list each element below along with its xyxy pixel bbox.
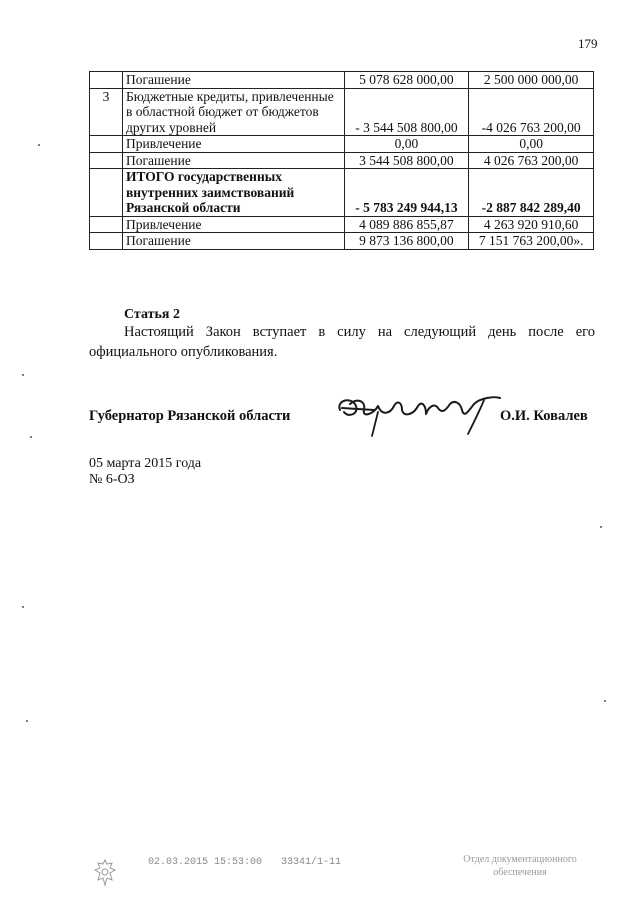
row-name-cell: ИТОГО государственных внутренних заимствований Рязанской области [122, 169, 344, 217]
row-name-cell: Бюджетные кредиты, привлеченные в областной бюджет от бюджетов других уровней [122, 88, 344, 136]
row-name-cell: Привлечение [122, 216, 344, 233]
scan-speck [30, 436, 32, 438]
article-title: Статья 2 [124, 307, 180, 322]
value-2015-cell: 5 078 628 000,00 [344, 72, 469, 89]
article-body: Настоящий Закон вступает в силу на следующий день после его официального опубликования. [89, 324, 595, 360]
row-number-cell [90, 216, 123, 233]
scan-speck [604, 700, 606, 702]
footer-timestamp: 02.03.2015 15:53:00 [148, 857, 263, 868]
table-row [90, 152, 594, 169]
scan-speck [38, 144, 40, 146]
value-2015-cell: 0,00 [344, 136, 469, 153]
row-name-cell: Привлечение [122, 136, 344, 153]
governor-name: О.И. Ковалев [500, 408, 588, 424]
law-number: № 6-ОЗ [89, 472, 135, 487]
value-2015-cell: 3 544 508 800,00 [344, 152, 469, 169]
value-2016-cell: 7 151 763 200,00». [469, 233, 594, 250]
footer-department: Отдел документационного обеспечения [463, 854, 577, 878]
value-2016-cell: 4 263 920 910,60 [469, 216, 594, 233]
row-number-cell [90, 169, 123, 217]
borrowing-table [89, 71, 594, 250]
row-number-cell [90, 72, 123, 89]
footer-code: 33341/1-11 [281, 857, 342, 868]
handwritten-signature [334, 392, 504, 442]
scan-speck [22, 374, 24, 376]
value-2016-cell: 2 500 000 000,00 [469, 72, 594, 89]
scan-speck [26, 720, 28, 722]
value-2016-cell: 4 026 763 200,00 [469, 152, 594, 169]
row-name-cell: Погашение [122, 72, 344, 89]
row-number-cell [90, 233, 123, 250]
value-2016-cell: 0,00 [469, 136, 594, 153]
row-name-cell: Погашение [122, 233, 344, 250]
table-row [90, 169, 594, 217]
value-2016-cell: -4 026 763 200,00 [469, 88, 594, 136]
row-name-cell: Погашение [122, 152, 344, 169]
table-row [90, 136, 594, 153]
value-2015-cell: 4 089 886 855,87 [344, 216, 469, 233]
value-2016-cell: -2 887 842 289,40 [469, 169, 594, 217]
scan-speck [22, 606, 24, 608]
coat-of-arms-icon [92, 858, 118, 888]
row-number-cell [90, 152, 123, 169]
value-2015-cell: 9 873 136 800,00 [344, 233, 469, 250]
signing-date: 05 марта 2015 года [89, 456, 202, 471]
scan-speck [600, 526, 602, 528]
value-2015-cell: - 5 783 249 944,13 [344, 169, 469, 217]
table-row [90, 233, 594, 250]
row-number-cell: 3 [90, 88, 123, 136]
governor-title: Губернатор Рязанской области [89, 408, 291, 424]
value-2015-cell: - 3 544 508 800,00 [344, 88, 469, 136]
table-row [90, 216, 594, 233]
page-number: 179 [578, 36, 598, 51]
row-number-cell [90, 136, 123, 153]
table-row [90, 72, 594, 89]
table-row [90, 88, 594, 136]
